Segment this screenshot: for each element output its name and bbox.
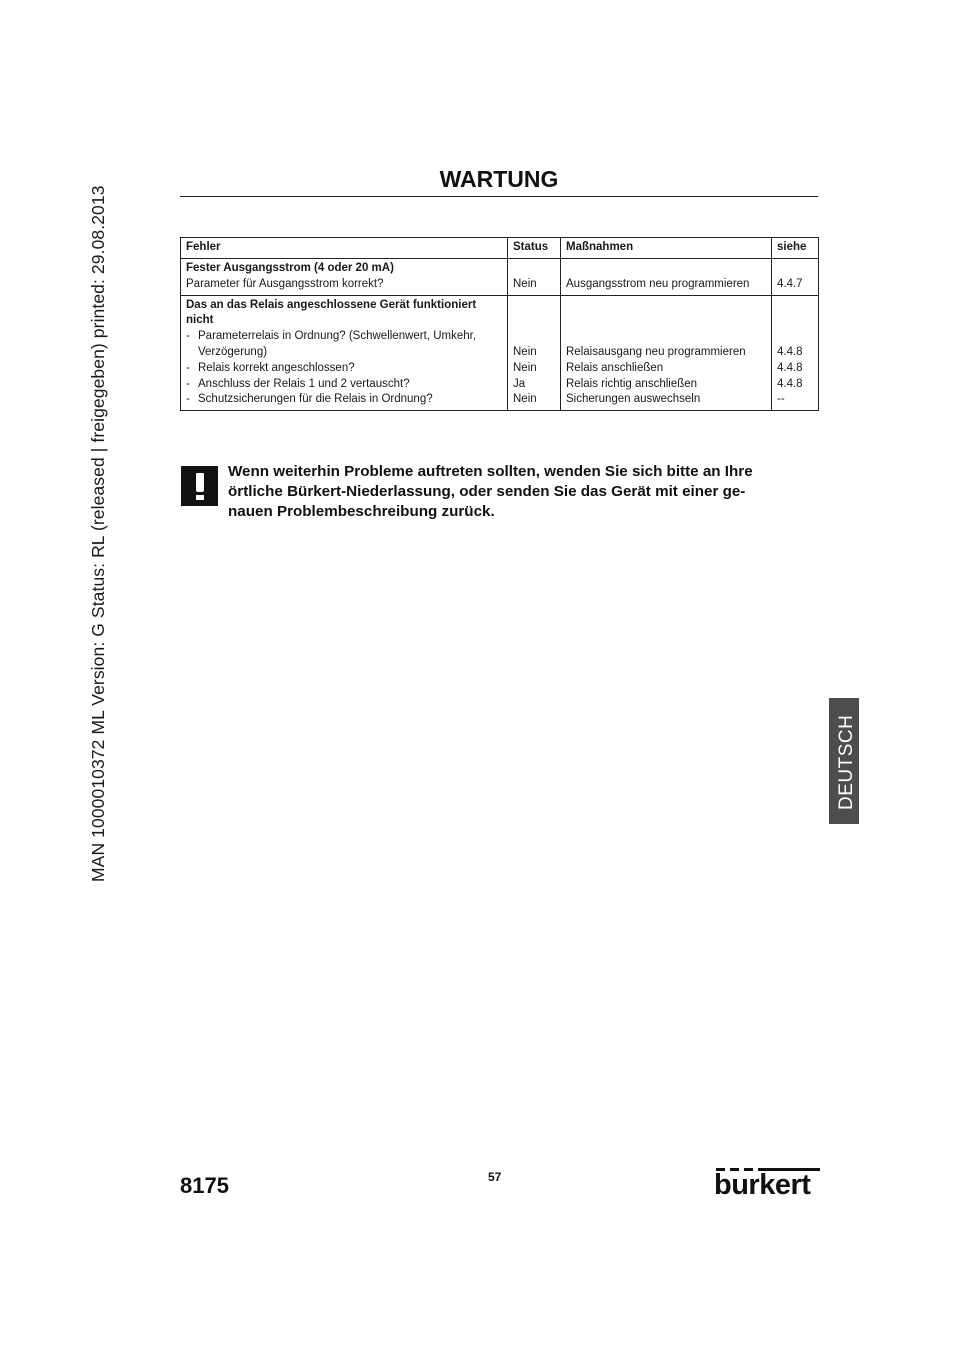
fault-item: - Schutzsicherungen für die Relais in Ordnung? [186,393,433,406]
status-value: Nein [513,393,537,406]
fault-group-heading: Fester Ausgangsstrom (4 oder 20 mA) [186,262,394,274]
see-reference: 4.4.8 [777,361,803,374]
header-measures: Maßnahmen [561,238,772,259]
table-row [181,295,819,411]
fault-text: Parameter für Ausgangsstrom korrekt? [186,277,384,290]
see-cell [772,295,819,411]
see-reference: 4.4.7 [777,277,803,290]
measure-text: Sicherungen auswechseln [566,393,701,406]
measure-text: Ausgangsstrom neu programmieren [566,277,750,290]
see-reference: 4.4.8 [777,345,803,358]
page-title: WARTUNG [439,166,559,192]
see-reference: -- [777,393,785,406]
status-value: Nein [513,277,537,290]
measure-cell [561,295,772,411]
fault-item: - Anschluss der Relais 1 und 2 vertauscht? [186,377,410,390]
warning-note [228,462,820,522]
status-value: Nein [513,345,537,358]
language-tab-label: DEUTSCH [836,714,857,810]
warning-note-line: örtliche Bürkert-Niederlassung, oder senden Sie das Gerät mit einer ge- [228,483,746,500]
fault-group-heading: Das an das Relais angeschlossene Gerät funktioniert nicht [186,298,477,327]
exclamation-icon [181,466,218,506]
status-cell [508,259,561,296]
measure-text: Relais anschließen [566,361,664,374]
document-status-label: MAN 1000010372 ML Version: G Status: RL (released | freigegeben) printed: 29.08.2013 [88,185,108,882]
title-divider [180,196,818,197]
see-reference: 4.4.8 [777,377,803,390]
table-row [181,259,819,296]
status-cell [508,295,561,411]
fault-item: - Relais korrekt angeschlossen? [186,361,355,374]
fault-cell [181,295,508,411]
status-value: Ja [513,377,526,390]
language-tab [829,698,859,824]
page-number: 57 [488,1170,502,1184]
measure-cell [561,259,772,296]
product-number: 8175 [180,1173,229,1198]
table-header-row [181,238,819,259]
logo-wordmark: burkert [714,1169,811,1201]
measure-text: Relais richtig anschließen [566,377,698,390]
warning-note-line: nauen Problembeschreibung zurück. [228,503,495,520]
header-see: siehe [772,238,819,259]
warning-note-line: Wenn weiterhin Probleme auftreten sollten, wenden Sie sich bitte an Ihre [228,463,753,480]
see-cell [772,259,819,296]
troubleshooting-table [180,237,819,411]
header-status: Status [508,238,561,259]
status-value: Nein [513,361,537,374]
fault-cell [181,259,508,296]
fault-item-continuation: Verzögerung) [198,345,268,358]
measure-text: Relaisausgang neu programmieren [566,345,746,358]
header-fault: Fehler [181,238,508,259]
burkert-logo [714,1168,820,1200]
fault-item: - Parameterrelais in Ordnung? (Schwellenwert, Umkehr, [186,330,477,343]
